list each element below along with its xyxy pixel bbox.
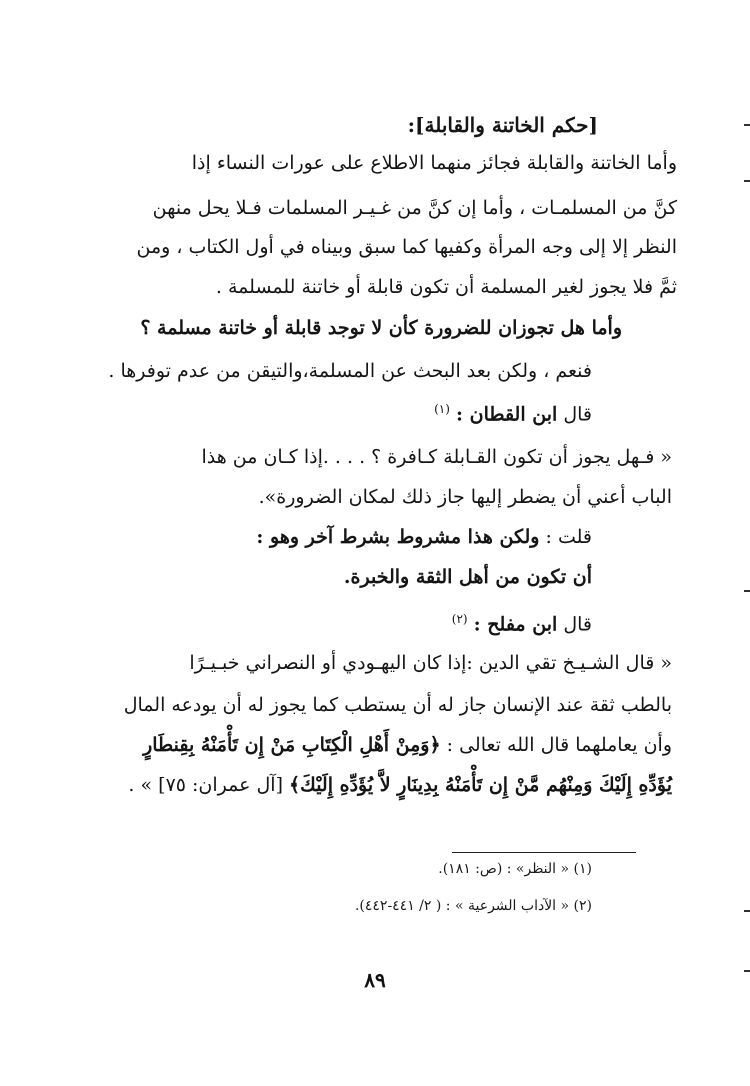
- section-heading: [حكم الخاتنة والقابلة]:: [407, 113, 598, 137]
- paragraph-line: وأما الخاتنة والقابلة فجائز منهما الاطلاع على عورات النساء إذا: [191, 152, 677, 174]
- question-line: وأما هل تجوزان للضرورة كأن لا توجد قابلة أو خاتنة مسلمة ؟: [140, 317, 622, 339]
- scan-mark: [744, 124, 750, 126]
- note-prefix: قلت :: [545, 526, 592, 548]
- quote-intro-prefix: قال: [563, 613, 592, 636]
- paragraph-line: النظر إلا إلى وجه المرأة وكفيها كما سبق وبيناه في أول الكتاب ، ومن: [136, 236, 677, 258]
- quote-intro-prefix: قال: [563, 403, 592, 426]
- footnote: (٢) « الآداب الشرعية » : ( ٢/ ٤٤١-٤٤٢).: [354, 898, 592, 914]
- page-number: ٨٩: [364, 968, 386, 992]
- quote-line: « فـهل يجوز أن تكون القـابلة كـافرة ؟ . . . .إذا كـان من هذا: [201, 446, 672, 468]
- footnote-divider: [452, 852, 636, 853]
- quran-verse: يُؤَدِّهِ إِلَيْكَ وَمِنْهُم مَّنْ إِن تَأْمَنْهُ بِدِينَارٍ لاَّ يُؤَدِّهِ إِلَيْكَ﴾: [289, 774, 672, 796]
- scan-mark: [744, 910, 750, 912]
- quote-text: وأن يعاملهما قال الله تعالى :: [446, 734, 672, 756]
- quote-line: الباب أعني أن يضطر إليها جاز ذلك لمكان الضرورة».: [258, 486, 672, 508]
- scan-mark: [744, 590, 750, 592]
- quote-line-with-verse: [128, 770, 672, 800]
- quote-intro-ibn-muflih: [452, 604, 592, 639]
- footnote: (١) « النظر» : (ص: ١٨١).: [438, 861, 592, 877]
- note-condition-line: أن تكون من أهل الثقة والخبرة.: [343, 566, 592, 588]
- note-line: [256, 522, 592, 552]
- footnote-ref: (٢): [451, 612, 468, 626]
- scan-mark: [744, 180, 750, 182]
- quran-verse: ﴿وَمِنْ أَهْلِ الْكِتَابِ مَنْ إِن تَأْمَنْهُ بِقِنطَارٍ: [143, 734, 441, 756]
- verse-reference: [آل عمران: ٧٥] » .: [128, 774, 283, 796]
- author-name: ابن مفلح :: [473, 613, 558, 636]
- quote-line: « قال الشـيـخ تقي الدين :إذا كان اليهـودي أو النصراني خبـيـرًا: [189, 652, 672, 674]
- quote-intro-ibn-alqattan: [434, 394, 592, 429]
- quote-line-with-verse: [143, 730, 672, 760]
- paragraph-line: كنَّ من المسلمـات ، وأما إن كنَّ من غـيـر المسلمات فـلا يحل منهن: [152, 197, 677, 219]
- answer-line: فنعم ، ولكن بعد البحث عن المسلمة،والتيقن من عدم توفرها .: [108, 360, 592, 382]
- scan-mark: [744, 970, 750, 972]
- footnote-ref: (١): [434, 402, 450, 416]
- paragraph-line: ثمَّ فلا يجوز لغير المسلمة أن تكون قابلة أو خاتنة للمسلمة .: [215, 276, 677, 298]
- note-condition: ولكن هذا مشروط بشرط آخر وهو :: [256, 526, 540, 548]
- quote-line: بالطب ثقة عند الإنسان جاز له أن يستطب كما يجوز له أن يودعه المال: [123, 694, 672, 716]
- author-name: ابن القطان :: [455, 403, 558, 426]
